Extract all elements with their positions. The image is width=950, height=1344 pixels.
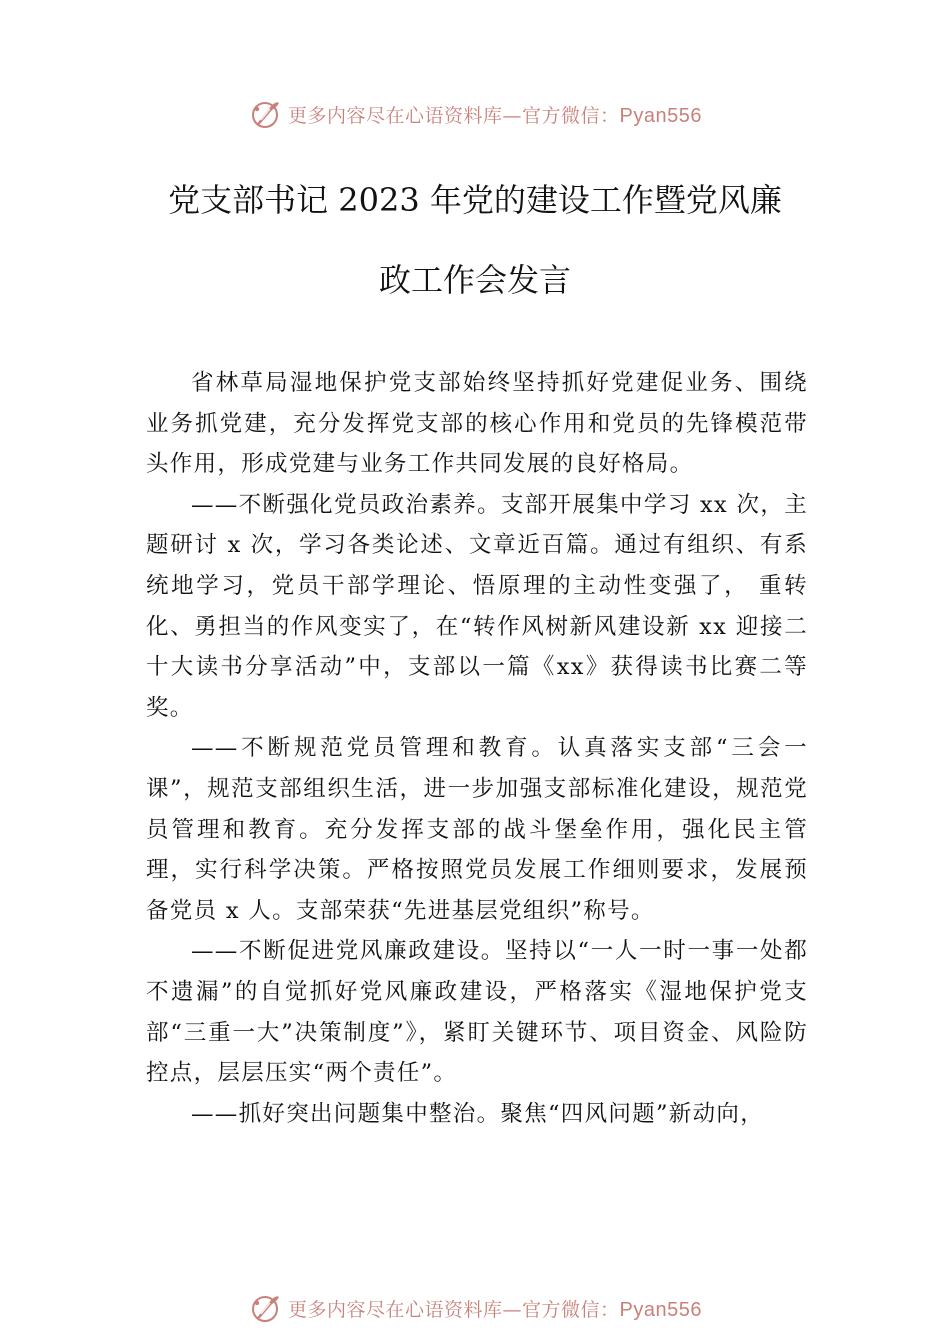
paragraph: ——不断规范党员管理和教育。认真落实支部“三会一课”，规范支部组织生活，进一步加强支部标准化建设，规范党员管理和教育。充分发挥支部的战斗堡垒作用，强化民主管理，实行科学决策。严格按照党员发展工作细则要求，发展预备党员 x 人。支部荣获“先进基层党组织”称号。 — [146, 735, 808, 924]
header-watermark — [0, 96, 950, 132]
paragraph: ——不断促进党风廉政建设。坚持以“一人一时一事一处都不遗漏”的自觉抓好党风廉政建设，严格落实《湿地保护党支部“三重一大”决策制度”》，紧盯关键环节、项目资金、风险防控点，层层压实“两个责任”。 — [146, 938, 808, 1087]
watermark-text: 更多内容尽在心语资料库—官方微信：Pyan556 — [288, 1298, 702, 1321]
wechat-id: Pyan556 — [619, 1298, 702, 1321]
document-title — [100, 160, 850, 320]
quill-pen-logo-icon — [248, 97, 282, 131]
paragraph: ——不断强化党员政治素养。支部开展集中学习 xx 次，主题研讨 x 次，学习各类论述、文章近百篇。通过有组织、有系统地学习，党员干部学理论、悟原理的主动性变强了， 重转化、勇担当的作风变实了，在“转作风树新风建设新 xx 迎接二十大读书分享活动”中，支部以一篇《xx》获得读书比赛二等奖。 — [146, 491, 808, 721]
paragraph: ——抓好突出问题集中整治。聚焦“四风问题”新动向， — [191, 1100, 765, 1127]
paragraph: 省林草局湿地保护党支部始终坚持抓好党建促业务、围绕业务抓党建，充分发挥党支部的核心作用和党员的先锋模范带头作用，形成党建与业务工作共同发展的良好格局。 — [146, 370, 808, 478]
watermark-text: 更多内容尽在心语资料库—官方微信：Pyan556 — [288, 104, 702, 127]
title-line-2: 政工作会发言 — [378, 261, 571, 299]
quill-pen-logo-icon — [248, 1291, 282, 1325]
document-body — [146, 363, 808, 1134]
title-line-1: 党支部书记 2023 年党的建设工作暨党风廉 — [168, 181, 782, 219]
footer-watermark — [0, 1290, 950, 1326]
wechat-id: Pyan556 — [619, 104, 702, 127]
